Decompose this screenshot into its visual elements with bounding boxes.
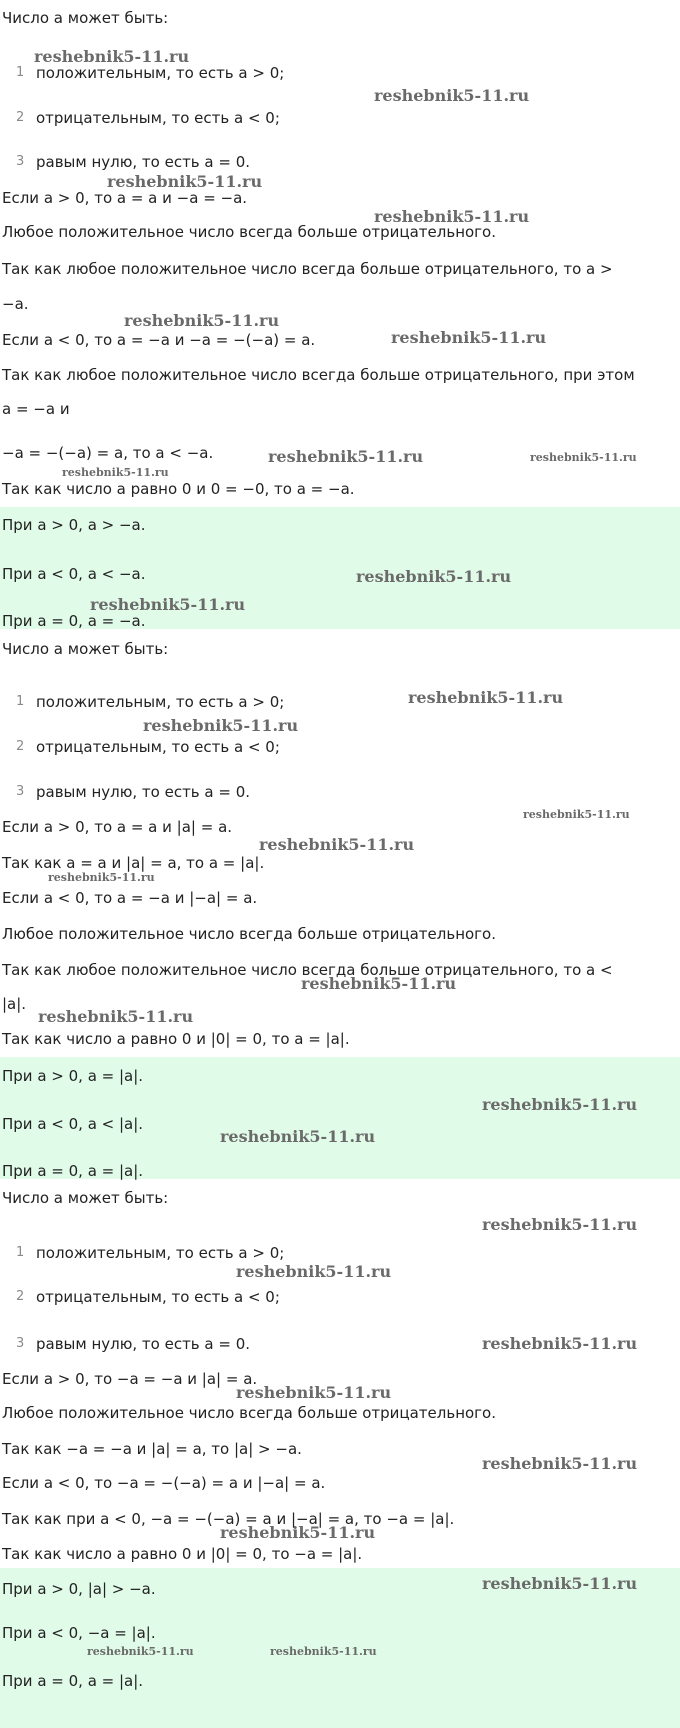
list-number: 3	[16, 784, 25, 799]
watermark: reshebnik5-11.ru	[482, 1454, 638, 1473]
text-line: Любое положительное число всегда больше отрицательного.	[2, 925, 497, 943]
text-line: a = −a и	[2, 400, 70, 418]
watermark: reshebnik5-11.ru	[530, 451, 637, 464]
watermark: reshebnik5-11.ru	[391, 328, 547, 347]
list-number: 1	[16, 1245, 25, 1260]
list-number: 2	[16, 1289, 25, 1304]
watermark: reshebnik5-11.ru	[34, 47, 190, 66]
answer-line: При a > 0, a = |a|.	[2, 1067, 144, 1085]
watermark: reshebnik5-11.ru	[482, 1095, 638, 1114]
watermark: reshebnik5-11.ru	[107, 172, 263, 191]
list-number: 3	[16, 1336, 25, 1351]
text-line: Любое положительное число всегда больше отрицательного.	[2, 1404, 497, 1422]
watermark: reshebnik5-11.ru	[482, 1574, 638, 1593]
list-number: 3	[16, 154, 25, 169]
text-line: Если a > 0, то a = a и |a| = a.	[2, 818, 233, 836]
text-line: |a|.	[2, 995, 27, 1013]
watermark: reshebnik5-11.ru	[374, 86, 530, 105]
list-item: равым нулю, то есть a = 0.	[36, 783, 251, 801]
watermark: reshebnik5-11.ru	[48, 871, 155, 884]
watermark: reshebnik5-11.ru	[38, 1007, 194, 1026]
text-line: Так как число a равно 0 и |0| = 0, то −a = |a|.	[2, 1545, 363, 1563]
text-line: Если a < 0, то a = −a и −a = −(−a) = a.	[2, 331, 316, 349]
text-line: Так как любое положительное число всегда больше отрицательного, то a >	[2, 260, 613, 278]
intro-text: Число a может быть:	[2, 640, 169, 658]
watermark: reshebnik5-11.ru	[62, 466, 169, 479]
text-line: Так как при a < 0, −a = −(−a) = a и |−a| = a, то −a = |a|.	[2, 1510, 455, 1528]
watermark: reshebnik5-11.ru	[523, 808, 630, 821]
intro-text: Число a может быть:	[2, 1189, 169, 1207]
intro-text: Число a может быть:	[2, 9, 169, 27]
watermark: reshebnik5-11.ru	[220, 1127, 376, 1146]
list-item: равым нулю, то есть a = 0.	[36, 153, 251, 171]
text-line: Так как a = a и |a| = a, то a = |a|.	[2, 854, 265, 872]
list-number: 2	[16, 110, 25, 125]
text-line: Так как число a равно 0 и |0| = 0, то a = |a|.	[2, 1030, 350, 1048]
text-line: Если a < 0, то a = −a и |−a| = a.	[2, 889, 258, 907]
watermark: reshebnik5-11.ru	[220, 1523, 376, 1542]
text-line: Если a > 0, то a = a и −a = −a.	[2, 189, 248, 207]
watermark: reshebnik5-11.ru	[408, 688, 564, 707]
text-line: Так как любое положительное число всегда больше отрицательного, при этом	[2, 366, 635, 384]
watermark: reshebnik5-11.ru	[482, 1215, 638, 1234]
list-item: отрицательным, то есть a < 0;	[36, 738, 280, 756]
watermark: reshebnik5-11.ru	[236, 1262, 392, 1281]
watermark: reshebnik5-11.ru	[124, 311, 280, 330]
answer-line: При a < 0, a < |a|.	[2, 1115, 144, 1133]
watermark: reshebnik5-11.ru	[90, 595, 246, 614]
watermark: reshebnik5-11.ru	[301, 974, 457, 993]
text-line: Так как любое положительное число всегда больше отрицательного, то a <	[2, 961, 613, 979]
answer-line: При a = 0, a = −a.	[2, 612, 146, 630]
answer-line: При a > 0, a > −a.	[2, 516, 146, 534]
text-line: Так как −a = −a и |a| = a, то |a| > −a.	[2, 1440, 302, 1458]
answer-line: При a < 0, −a = |a|.	[2, 1624, 156, 1642]
list-number: 1	[16, 65, 25, 80]
text-line: Если a < 0, то −a = −(−a) = a и |−a| = a.	[2, 1474, 326, 1492]
watermark: reshebnik5-11.ru	[482, 1334, 638, 1353]
text-line: Так как число a равно 0 и 0 = −0, то a = −a.	[2, 480, 355, 498]
answer-line: При a > 0, |a| > −a.	[2, 1580, 156, 1598]
list-number: 1	[16, 694, 25, 709]
text-line: −a.	[2, 295, 29, 313]
watermark: reshebnik5-11.ru	[236, 1383, 392, 1402]
answer-line: При a < 0, a < −a.	[2, 565, 146, 583]
list-number: 2	[16, 739, 25, 754]
list-item: равым нулю, то есть a = 0.	[36, 1335, 251, 1353]
watermark: reshebnik5-11.ru	[143, 716, 299, 735]
watermark: reshebnik5-11.ru	[356, 567, 512, 586]
watermark: reshebnik5-11.ru	[268, 447, 424, 466]
watermark: reshebnik5-11.ru	[87, 1645, 194, 1658]
watermark: reshebnik5-11.ru	[270, 1645, 377, 1658]
text-line: −a = −(−a) = a, то a < −a.	[2, 444, 214, 462]
list-item: положительным, то есть a > 0;	[36, 1244, 285, 1262]
answer-line: При a = 0, a = |a|.	[2, 1672, 144, 1690]
list-item: положительным, то есть a > 0;	[36, 693, 285, 711]
list-item: положительным, то есть a > 0;	[36, 64, 285, 82]
watermark: reshebnik5-11.ru	[374, 207, 530, 226]
answer-line: При a = 0, a = |a|.	[2, 1162, 144, 1180]
text-line: Если a > 0, то −a = −a и |a| = a.	[2, 1370, 258, 1388]
watermark: reshebnik5-11.ru	[259, 835, 415, 854]
text-line: Любое положительное число всегда больше отрицательного.	[2, 223, 497, 241]
list-item: отрицательным, то есть a < 0;	[36, 1288, 280, 1306]
list-item: отрицательным, то есть a < 0;	[36, 109, 280, 127]
